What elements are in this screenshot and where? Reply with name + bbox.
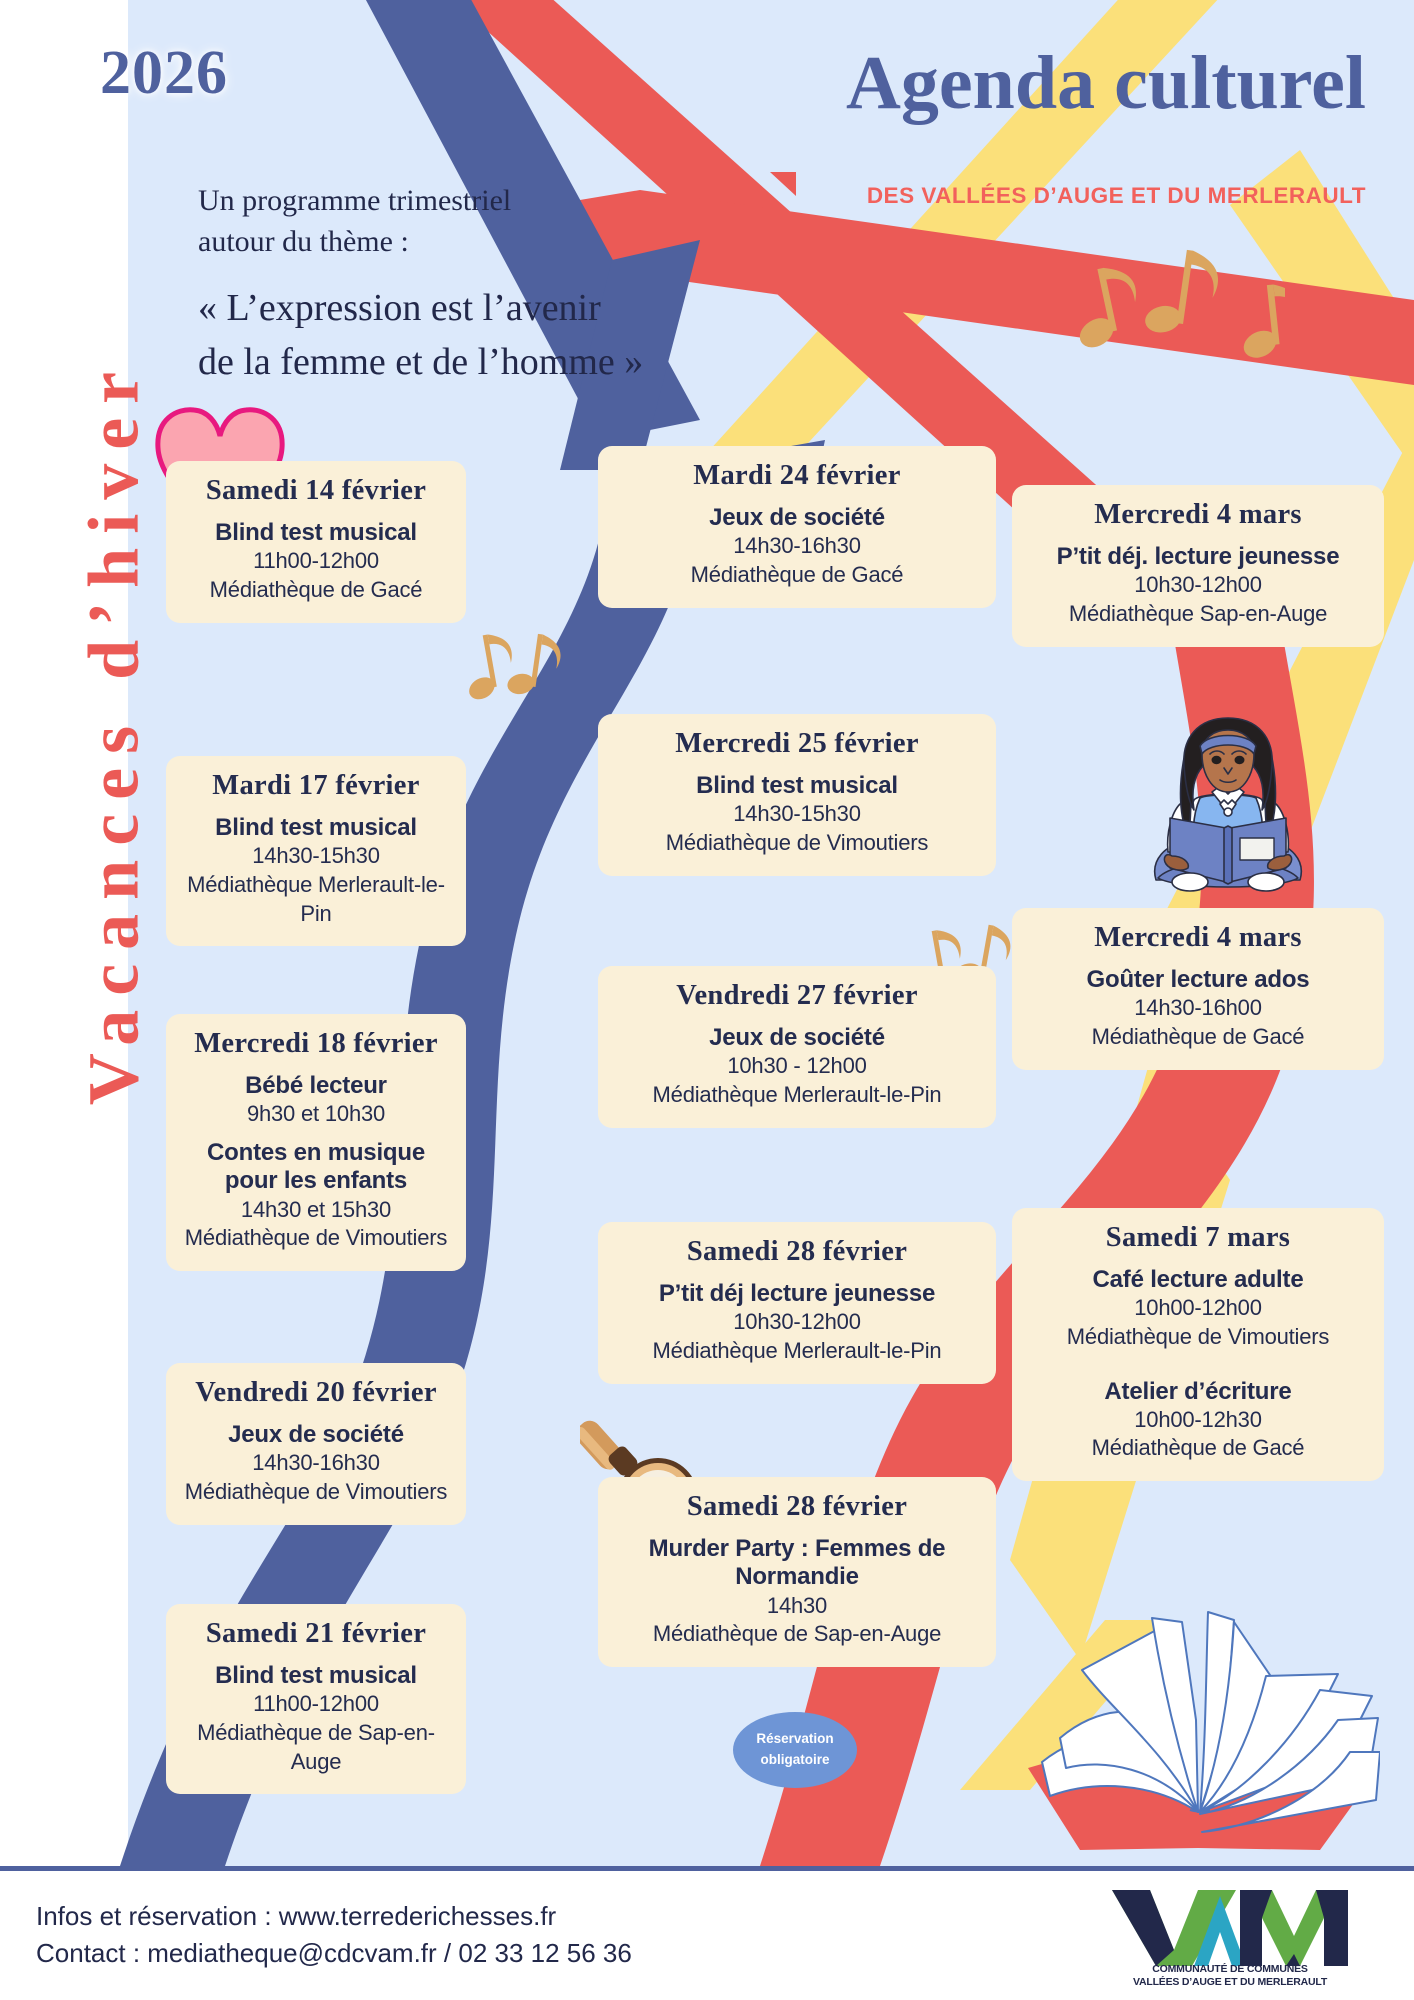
event-card-samedi-28-fevrier-murder-party[interactable]: [598, 1477, 996, 1667]
badge-line-1: Réservation: [756, 1731, 834, 1747]
event-entry: [180, 1139, 452, 1253]
event-title: P’tit déj lecture jeunesse: [658, 1280, 936, 1307]
event-hours: 14h30-15h30: [733, 801, 861, 827]
intro-line-2: autour du thème :: [198, 225, 409, 259]
event-card-date: Mardi 17 février: [212, 770, 420, 801]
year-label: 2026: [100, 39, 228, 107]
event-entry: [180, 814, 452, 928]
event-entry: [180, 519, 452, 605]
music-note-icon-small: [462, 625, 582, 720]
event-title: Bébé lecteur: [245, 1072, 387, 1099]
event-place: Médiathèque de Vimoutiers: [665, 829, 929, 855]
event-hours: 14h30-16h30: [252, 1450, 380, 1476]
event-entry: [612, 772, 982, 858]
event-card-samedi-28-fevrier-ptit-dej[interactable]: [598, 1222, 996, 1384]
event-title: Blind test musical: [215, 814, 417, 841]
event-hours: 14h30: [766, 1592, 828, 1618]
triangle-accent-icon: [770, 172, 800, 200]
season-title: Vacances d’hiver: [73, 357, 154, 1106]
event-card-mardi-17-fevrier[interactable]: [166, 756, 466, 946]
event-place: Médiathèque de Gacé: [209, 576, 423, 602]
event-title: Contes en musique pour les enfants: [207, 1138, 425, 1195]
event-hours: 14h30-16h30: [733, 533, 861, 559]
event-card-mercredi-25-fevrier[interactable]: [598, 714, 996, 876]
event-place: Médiathèque Sap-en-Auge: [1068, 600, 1328, 626]
badge-line-2: obligatoire: [760, 1752, 830, 1767]
event-hours: 10h00-12h30: [1134, 1406, 1262, 1432]
footer-divider: [0, 1866, 1414, 1871]
event-card-date: Vendredi 27 février: [676, 980, 918, 1011]
event-card-samedi-21-fevrier[interactable]: [166, 1604, 466, 1794]
event-place: Médiathèque Merlerault-le-Pin: [652, 1081, 942, 1107]
open-book-illustration: [1020, 1600, 1380, 1860]
page-subtitle: DES VALLÉES D’AUGE ET DU MERLERAULT: [866, 183, 1366, 208]
event-place: Médiathèque de Vimoutiers: [184, 1478, 448, 1504]
event-entry: [612, 1535, 982, 1649]
event-place: Médiathèque de Vimoutiers: [1066, 1323, 1330, 1349]
event-entry: [180, 1662, 452, 1776]
event-card-date: Mardi 24 février: [693, 460, 901, 491]
event-title: Jeux de société: [228, 1421, 404, 1448]
event-card-samedi-7-mars[interactable]: [1012, 1208, 1384, 1481]
event-entry: [1026, 966, 1370, 1052]
logo-caption-line-1: COMMUNAUTÉ DE COMMUNES: [1152, 1963, 1308, 1975]
event-entry: [1026, 1266, 1370, 1352]
event-title: Blind test musical: [696, 772, 898, 799]
logo-caption: [1090, 1963, 1370, 1990]
event-hours: 10h30-12h00: [733, 1309, 861, 1335]
event-entry: [1026, 1378, 1370, 1464]
event-entry: [612, 1280, 982, 1366]
event-hours: 10h00-12h00: [1134, 1295, 1262, 1321]
event-entry: [612, 1024, 982, 1110]
event-card-date: Samedi 14 février: [205, 475, 427, 506]
event-hours: 11h00-12h00: [253, 1691, 379, 1717]
event-card-date: Samedi 28 février: [686, 1491, 908, 1522]
event-card-mercredi-18-fevrier[interactable]: [166, 1014, 466, 1271]
footer-line-2: Contact : mediatheque@cdcvam.fr / 02 33 12 56 36: [36, 1937, 632, 1968]
event-card-date: Mercredi 18 février: [194, 1028, 438, 1059]
event-place: Médiathèque Merlerault-le-Pin: [187, 871, 445, 926]
theme-line-2: de la femme et de l’homme »: [198, 340, 644, 383]
event-place: Médiathèque Merlerault-le-Pin: [652, 1337, 942, 1363]
event-hours: 9h30 et 10h30: [246, 1101, 386, 1127]
logo-caption-line-2: VALLÉES D’AUGE ET DU MERLERAULT: [1132, 1976, 1328, 1989]
event-title: P’tit déj. lecture jeunesse: [1056, 543, 1340, 570]
event-card-date: Samedi 21 février: [205, 1618, 427, 1649]
status-badge-reservation: [733, 1712, 857, 1788]
event-entry: [1026, 543, 1370, 629]
intro-text: [198, 180, 511, 263]
event-hours: 14h30-16h00: [1134, 995, 1262, 1021]
event-place: Médiathèque de Vimoutiers: [184, 1225, 448, 1251]
event-hours: 14h30 et 15h30: [240, 1196, 392, 1222]
event-card-vendredi-27-fevrier[interactable]: [598, 966, 996, 1128]
event-place: Médiathèque de Gacé: [1091, 1435, 1305, 1461]
footer-contact: [36, 1898, 632, 1972]
footer-line-1: Infos et réservation : www.terrederichesses.fr: [36, 1901, 557, 1931]
event-title: Jeux de société: [709, 504, 885, 531]
event-card-date: Mercredi 4 mars: [1094, 499, 1302, 530]
event-card-mardi-24-fevrier[interactable]: [598, 446, 996, 608]
event-place: Médiathèque de Gacé: [690, 561, 904, 587]
theme-line-1: « L’expression est l’avenir: [198, 287, 601, 329]
event-title: Murder Party : Femmes de Normandie: [648, 1535, 946, 1591]
event-card-date: Samedi 28 février: [686, 1236, 908, 1267]
event-place: Médiathèque de Gacé: [1091, 1023, 1305, 1049]
event-title: Blind test musical: [215, 519, 417, 546]
event-title: Goûter lecture ados: [1086, 966, 1310, 993]
triangle-accent-navy-icon: [620, 158, 650, 188]
event-hours: 10h30-12h00: [1134, 572, 1262, 598]
music-note-icon: [1055, 240, 1285, 390]
event-card-date: Mercredi 4 mars: [1094, 922, 1302, 953]
event-card-date: Mercredi 25 février: [675, 728, 919, 759]
event-hours: 10h30 - 12h00: [727, 1053, 867, 1079]
page-title: Agenda culturel: [845, 41, 1366, 125]
event-title: Blind test musical: [215, 1662, 417, 1689]
event-card-date: Vendredi 20 février: [195, 1377, 437, 1408]
event-entry: [180, 1072, 452, 1129]
event-title: Café lecture adulte: [1092, 1266, 1304, 1293]
event-card-samedi-14-fevrier[interactable]: [166, 461, 466, 623]
theme-quote: [198, 282, 643, 390]
event-title: Atelier d’écriture: [1104, 1377, 1292, 1405]
reading-girl-illustration: [1128, 700, 1328, 900]
event-hours: 11h00-12h00: [253, 548, 379, 574]
intro-line-1: Un programme trimestriel: [198, 184, 512, 217]
event-place: Médiathèque de Sap-en-Auge: [197, 1719, 435, 1774]
event-hours: 14h30-15h30: [252, 843, 380, 869]
event-entry: [612, 504, 982, 590]
event-card-mercredi-4-mars-gouter[interactable]: [1012, 908, 1384, 1070]
event-entry: [180, 1421, 452, 1507]
event-place: Médiathèque de Sap-en-Auge: [652, 1621, 942, 1647]
event-card-vendredi-20-fevrier[interactable]: [166, 1363, 466, 1525]
event-card-mercredi-4-mars-ptit-dej[interactable]: [1012, 485, 1384, 647]
event-card-date: Samedi 7 mars: [1105, 1222, 1291, 1253]
event-title: Jeux de société: [709, 1024, 885, 1051]
vam-logo: [1108, 1888, 1368, 1968]
